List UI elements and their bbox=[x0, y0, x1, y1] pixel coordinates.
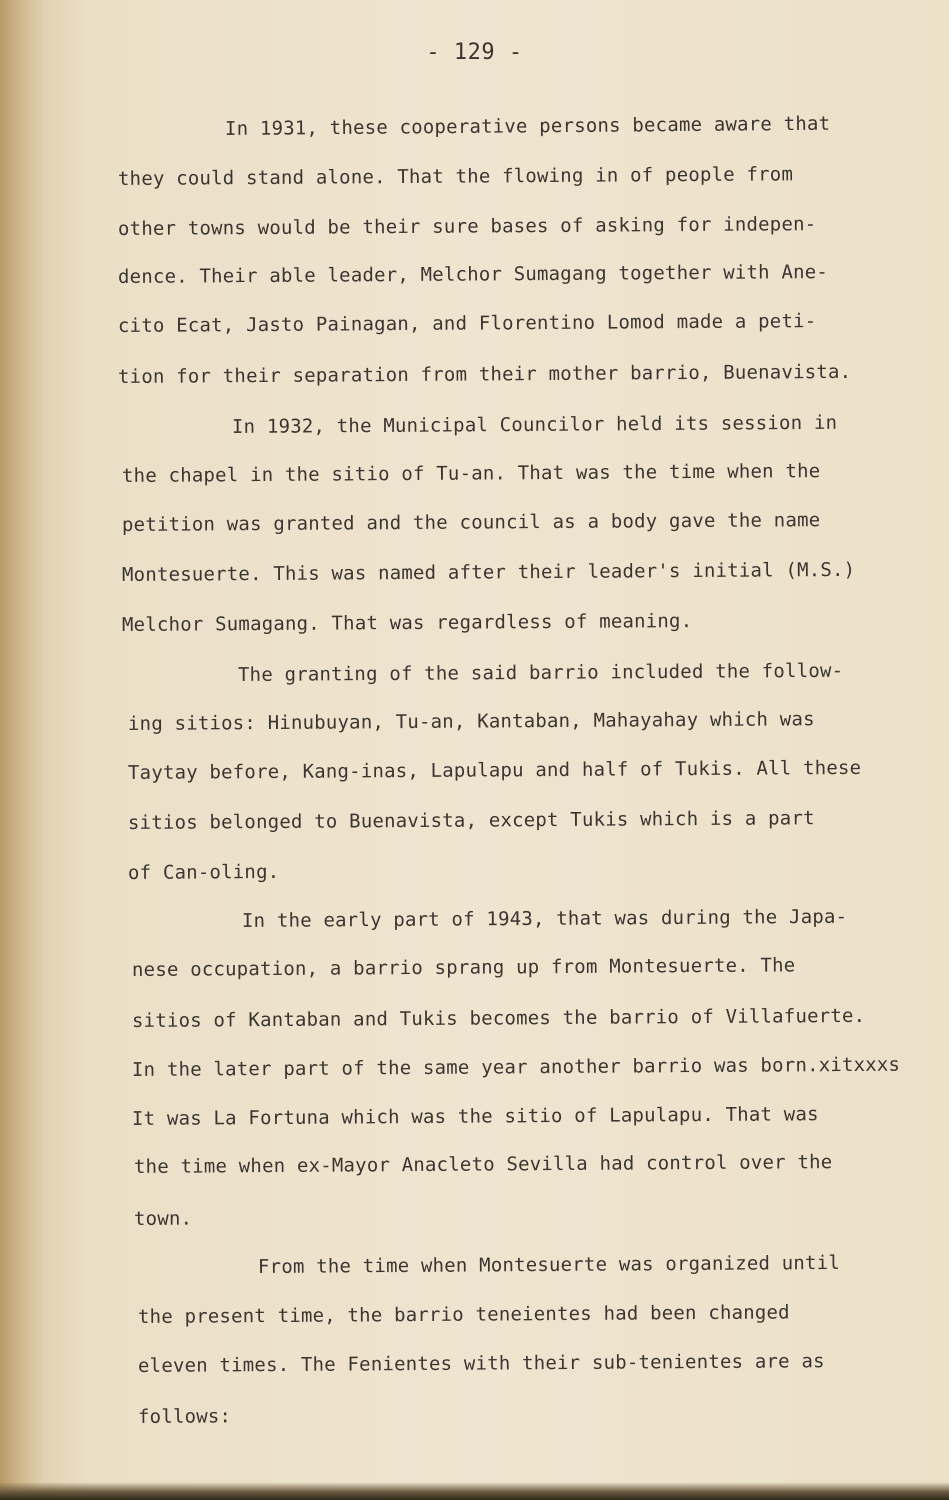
text-line: Taytay before, Kang-inas, Lapulapu and half of Tukis. All these bbox=[127, 756, 862, 784]
text-line: In 1931, these cooperative persons became aware that bbox=[224, 112, 831, 140]
text-line: of Can-oling. bbox=[127, 860, 280, 884]
text-line: the present time, the barrio teneientes had been changed bbox=[137, 1301, 790, 1328]
text-line: sitios of Kantaban and Tukis becomes the barrio of Villafuerte. bbox=[131, 1004, 866, 1032]
text-line: In 1932, the Municipal Councilor held its session in bbox=[231, 411, 838, 438]
text-line: town. bbox=[133, 1207, 193, 1230]
text-line: petition was granted and the council as a body gave the name bbox=[121, 509, 821, 536]
text-line: ing sitios: Hinubuyan, Tu-an, Kantaban, Mahayahay which was bbox=[127, 708, 815, 735]
text-line: eleven times. The Fenientes with their sub-tenientes are as bbox=[137, 1350, 825, 1377]
text-line: cito Ecat, Jasto Painagan, and Florentino Lomod made a peti- bbox=[117, 310, 817, 337]
text-line: the chapel in the sitio of Tu-an. That was the time when the bbox=[121, 460, 821, 487]
text-line: Melchor Sumagang. That was regardless of meaning. bbox=[121, 610, 693, 636]
text-line: nese occupation, a barrio sprang up from Montesuerte. The bbox=[131, 954, 796, 981]
text-line: The granting of the said barrio included the follow- bbox=[237, 659, 844, 686]
text-line: other towns would be their sure bases of asking for indepen- bbox=[117, 213, 817, 240]
text-line: the time when ex-Mayor Anacleto Sevilla had control over the bbox=[133, 1151, 833, 1178]
text-line: sitios belonged to Buenavista, except Tukis which is a part bbox=[127, 807, 815, 834]
text-line: dence. Their able leader, Melchor Sumagang together with Ane- bbox=[117, 261, 829, 288]
text-line: tion for their separation from their mother barrio, Buenavista. bbox=[117, 360, 852, 388]
text-line: follows: bbox=[137, 1405, 232, 1428]
page-number: - 129 - bbox=[426, 40, 523, 65]
text-line: they could stand alone. That the flowing in of people from bbox=[117, 163, 794, 190]
text-line: It was La Fortuna which was the sitio of Lapulapu. That was bbox=[131, 1103, 819, 1130]
text-line: From the time when Montesuerte was organized until bbox=[257, 1251, 841, 1278]
text-line: Montesuerte. This was named after their leader's initial (M.S.) bbox=[121, 558, 856, 586]
text-line: In the later part of the same year another barrio was born.xitxxxs bbox=[131, 1053, 901, 1081]
text-line: In the early part of 1943, that was during the Japa- bbox=[241, 905, 848, 932]
